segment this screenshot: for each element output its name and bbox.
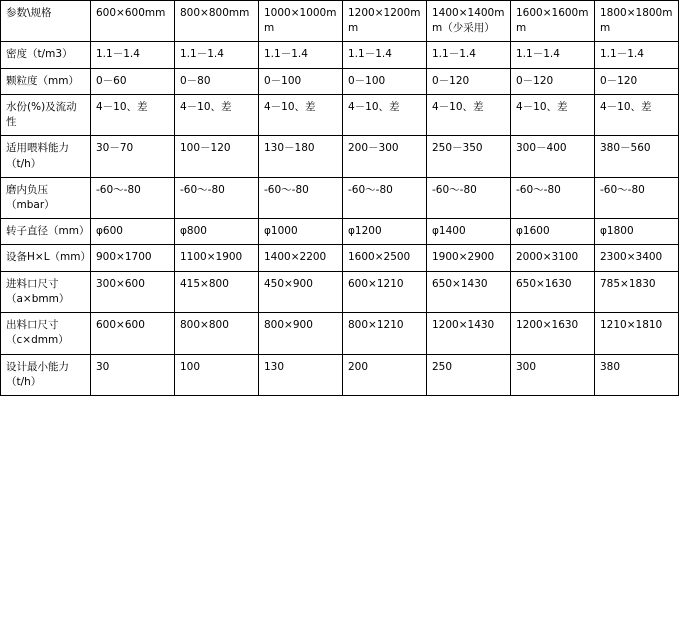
row-label: 水份(%)及流动性 bbox=[1, 94, 91, 135]
table-header-cell-1: 600×600mm bbox=[91, 1, 175, 42]
table-header-cell-6: 1600×1600mm bbox=[511, 1, 595, 42]
table-cell: 0－100 bbox=[343, 68, 427, 94]
table-cell: 4－10、差 bbox=[175, 94, 259, 135]
table-header-cell-4: 1200×1200mm bbox=[343, 1, 427, 42]
table-cell: φ800 bbox=[175, 219, 259, 245]
table-cell: 4－10、差 bbox=[511, 94, 595, 135]
table-cell: 0－120 bbox=[595, 68, 679, 94]
table-cell: 0－120 bbox=[511, 68, 595, 94]
row-label: 转子直径（mm） bbox=[1, 219, 91, 245]
row-label: 磨内负压（mbar） bbox=[1, 177, 91, 218]
table-cell: 4－10、差 bbox=[91, 94, 175, 135]
table-cell: 100 bbox=[175, 354, 259, 395]
table-cell: 0－80 bbox=[175, 68, 259, 94]
row-label: 适用喂料能力（t/h） bbox=[1, 136, 91, 177]
table-cell: 4－10、差 bbox=[259, 94, 343, 135]
table-cell: 2000×3100 bbox=[511, 245, 595, 271]
table-cell: 650×1630 bbox=[511, 271, 595, 312]
table-header-cell-2: 800×800mm bbox=[175, 1, 259, 42]
table-cell: 650×1430 bbox=[427, 271, 511, 312]
table-row bbox=[1, 177, 679, 218]
table-cell: 300×600 bbox=[91, 271, 175, 312]
table-cell: 30－70 bbox=[91, 136, 175, 177]
table-cell: 1.1－1.4 bbox=[175, 42, 259, 68]
table-cell: 785×1830 bbox=[595, 271, 679, 312]
table-cell: 800×800 bbox=[175, 313, 259, 354]
table-row bbox=[1, 219, 679, 245]
table-cell: 1200×1430 bbox=[427, 313, 511, 354]
table-cell: φ1400 bbox=[427, 219, 511, 245]
table-cell: 0－60 bbox=[91, 68, 175, 94]
table-row bbox=[1, 271, 679, 312]
table-cell: 30 bbox=[91, 354, 175, 395]
row-label: 密度（t/m3） bbox=[1, 42, 91, 68]
table-row bbox=[1, 313, 679, 354]
table-body bbox=[1, 1, 679, 396]
table-row bbox=[1, 94, 679, 135]
table-cell: 1100×1900 bbox=[175, 245, 259, 271]
row-label: 进料口尺寸（a×bmm） bbox=[1, 271, 91, 312]
table-cell: 100－120 bbox=[175, 136, 259, 177]
table-row bbox=[1, 245, 679, 271]
table-cell: 130－180 bbox=[259, 136, 343, 177]
table-cell: 800×1210 bbox=[343, 313, 427, 354]
table-cell: 600×600 bbox=[91, 313, 175, 354]
table-cell: 2300×3400 bbox=[595, 245, 679, 271]
table-header-cell-7: 1800×1800mm bbox=[595, 1, 679, 42]
table-cell: 1.1－1.4 bbox=[91, 42, 175, 68]
table-cell: -60～-80 bbox=[511, 177, 595, 218]
table-cell: 200 bbox=[343, 354, 427, 395]
table-cell: φ1600 bbox=[511, 219, 595, 245]
table-cell: 900×1700 bbox=[91, 245, 175, 271]
table-cell: 450×900 bbox=[259, 271, 343, 312]
table-cell: 1210×1810 bbox=[595, 313, 679, 354]
table-cell: 250 bbox=[427, 354, 511, 395]
table-cell: 1900×2900 bbox=[427, 245, 511, 271]
table-cell: 250－350 bbox=[427, 136, 511, 177]
table-cell: 800×900 bbox=[259, 313, 343, 354]
table-cell: 300 bbox=[511, 354, 595, 395]
table-header-cell-0: 参数\规格 bbox=[1, 1, 91, 42]
table-cell: -60～-80 bbox=[343, 177, 427, 218]
table-cell: 380－560 bbox=[595, 136, 679, 177]
table-cell: 1.1－1.4 bbox=[595, 42, 679, 68]
table-cell: -60～-80 bbox=[595, 177, 679, 218]
table-header-cell-3: 1000×1000mm bbox=[259, 1, 343, 42]
table-cell: 0－100 bbox=[259, 68, 343, 94]
table-row bbox=[1, 42, 679, 68]
table-cell: 415×800 bbox=[175, 271, 259, 312]
table-cell: -60～-80 bbox=[175, 177, 259, 218]
table-row bbox=[1, 68, 679, 94]
table-cell: -60～-80 bbox=[259, 177, 343, 218]
table-cell: 1.1－1.4 bbox=[427, 42, 511, 68]
table-cell: φ1800 bbox=[595, 219, 679, 245]
table-cell: φ1200 bbox=[343, 219, 427, 245]
table-row bbox=[1, 136, 679, 177]
table-cell: -60～-80 bbox=[427, 177, 511, 218]
table-cell: 1.1－1.4 bbox=[343, 42, 427, 68]
table-cell: -60～-80 bbox=[91, 177, 175, 218]
table-row bbox=[1, 354, 679, 395]
table-cell: φ1000 bbox=[259, 219, 343, 245]
table-cell: φ600 bbox=[91, 219, 175, 245]
table-cell: 1600×2500 bbox=[343, 245, 427, 271]
table-header-cell-5: 1400×1400mm（少采用） bbox=[427, 1, 511, 42]
table-cell: 200－300 bbox=[343, 136, 427, 177]
table-cell: 4－10、差 bbox=[343, 94, 427, 135]
row-label: 出料口尺寸（c×dmm） bbox=[1, 313, 91, 354]
table-cell: 600×1210 bbox=[343, 271, 427, 312]
row-label: 设备H×L（mm） bbox=[1, 245, 91, 271]
table-cell: 1.1－1.4 bbox=[511, 42, 595, 68]
table-cell: 1200×1630 bbox=[511, 313, 595, 354]
table-cell: 4－10、差 bbox=[595, 94, 679, 135]
table-header-row bbox=[1, 1, 679, 42]
table-cell: 300－400 bbox=[511, 136, 595, 177]
row-label: 设计最小能力（t/h） bbox=[1, 354, 91, 395]
table-cell: 4－10、差 bbox=[427, 94, 511, 135]
table-cell: 380 bbox=[595, 354, 679, 395]
table-cell: 1400×2200 bbox=[259, 245, 343, 271]
table-cell: 1.1－1.4 bbox=[259, 42, 343, 68]
table-cell: 130 bbox=[259, 354, 343, 395]
row-label: 颗粒度（mm） bbox=[1, 68, 91, 94]
table-cell: 0－120 bbox=[427, 68, 511, 94]
